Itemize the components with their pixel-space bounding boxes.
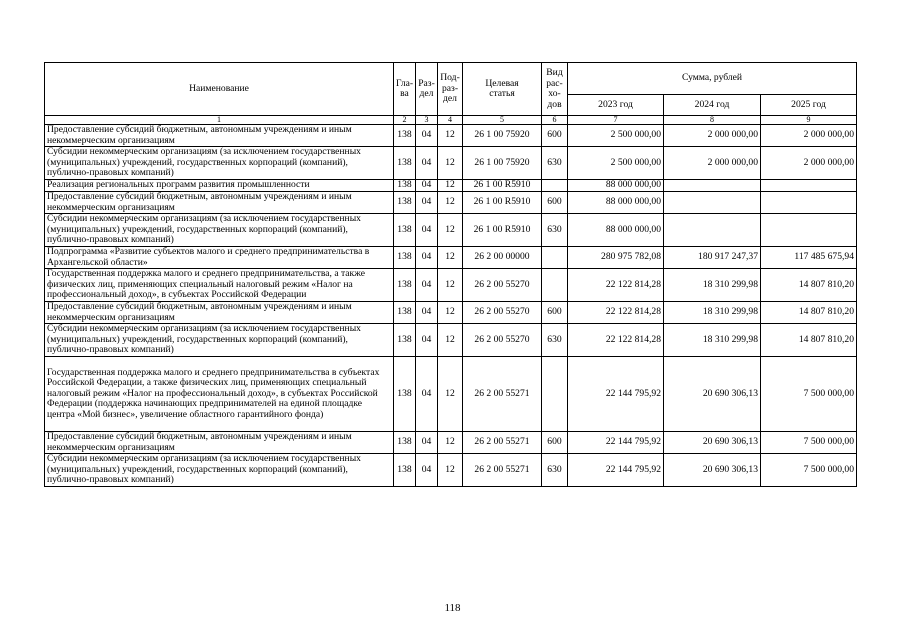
page-number: 118 (444, 602, 461, 614)
row-razdel: 04 (416, 214, 438, 247)
budget-table (44, 62, 857, 487)
row-sum-2025: 7 500 000,00 (761, 454, 857, 487)
row-name: Реализация региональных программ развития промышленности (45, 180, 394, 192)
row-sum-2024: 20 690 306,13 (664, 432, 761, 454)
row-sum-2025: 2 000 000,00 (761, 125, 857, 147)
row-podrazdel: 12 (438, 269, 463, 302)
table-row (45, 247, 857, 269)
row-razdel: 04 (416, 269, 438, 302)
column-number: 7 (568, 116, 664, 125)
row-glava: 138 (394, 214, 416, 247)
row-podrazdel: 12 (438, 125, 463, 147)
row-sum-2024: 18 310 299,98 (664, 269, 761, 302)
table-row (45, 180, 857, 192)
row-sum-2024: 20 690 306,13 (664, 454, 761, 487)
row-target: 26 2 00 55271 (463, 357, 542, 432)
row-podrazdel: 12 (438, 147, 463, 180)
row-name: Государственная поддержка малого и среднего предпринимательства в субъектах Российской Федерации, а также физических лиц, применяющих специальный налоговый режим «Налог на профессиональный доход», в субъектах Российской Федерации (поддержка начинающих предпринимателей на единой площадке центра «Мой бизнес», увеличение областного гарантийного фонда) (45, 357, 394, 432)
row-sum-2024: 18 310 299,98 (664, 324, 761, 357)
row-target: 26 2 00 55271 (463, 454, 542, 487)
row-target: 26 2 00 00000 (463, 247, 542, 269)
row-name: Субсидии некоммерческим организациям (за исключением государственных (муниципальных) учреждений, государственных корпораций (компаний), публично-правовых компаний) (45, 214, 394, 247)
column-number: 4 (438, 116, 463, 125)
header-sum: Сумма, рублей (568, 63, 857, 95)
row-sum-2023: 2 500 000,00 (568, 147, 664, 180)
row-sum-2023: 22 144 795,92 (568, 432, 664, 454)
row-vid: 630 (542, 454, 568, 487)
row-sum-2023: 88 000 000,00 (568, 214, 664, 247)
row-podrazdel: 12 (438, 214, 463, 247)
row-sum-2024: 180 917 247,37 (664, 247, 761, 269)
row-glava: 138 (394, 357, 416, 432)
row-glava: 138 (394, 247, 416, 269)
row-glava: 138 (394, 147, 416, 180)
row-vid: 600 (542, 432, 568, 454)
row-sum-2024 (664, 214, 761, 247)
row-sum-2025 (761, 214, 857, 247)
row-vid: 600 (542, 125, 568, 147)
row-glava: 138 (394, 125, 416, 147)
column-number: 8 (664, 116, 761, 125)
row-glava: 138 (394, 180, 416, 192)
row-sum-2024: 18 310 299,98 (664, 302, 761, 324)
row-name: Субсидии некоммерческим организациям (за исключением государственных (муниципальных) учреждений, государственных корпораций (компаний), публично-правовых компаний) (45, 324, 394, 357)
row-sum-2023: 22 122 814,28 (568, 302, 664, 324)
column-number: 1 (45, 116, 394, 125)
row-sum-2025: 7 500 000,00 (761, 432, 857, 454)
header-glava: Гла- ва (394, 63, 416, 116)
table-body (45, 125, 857, 487)
header-vid: Вид рас- хо- дов (542, 63, 568, 116)
row-razdel: 04 (416, 192, 438, 214)
row-razdel: 04 (416, 180, 438, 192)
table-row (45, 269, 857, 302)
header-podrazdel: Под- раз- дел (438, 63, 463, 116)
row-sum-2025: 7 500 000,00 (761, 357, 857, 432)
row-vid: 600 (542, 192, 568, 214)
row-vid: 630 (542, 214, 568, 247)
row-podrazdel: 12 (438, 247, 463, 269)
row-target: 26 2 00 55270 (463, 302, 542, 324)
row-vid: 630 (542, 147, 568, 180)
row-vid: 600 (542, 302, 568, 324)
row-name: Подпрограмма «Развитие субъектов малого и среднего предпринимательства в Архангельской области» (45, 247, 394, 269)
table-row (45, 192, 857, 214)
row-razdel: 04 (416, 324, 438, 357)
row-sum-2024 (664, 180, 761, 192)
row-glava: 138 (394, 324, 416, 357)
row-target: 26 1 00 R5910 (463, 214, 542, 247)
header-year-2025: 2025 год (761, 95, 857, 116)
row-podrazdel: 12 (438, 324, 463, 357)
row-sum-2024: 20 690 306,13 (664, 357, 761, 432)
row-podrazdel: 12 (438, 302, 463, 324)
header-razdel: Раз- дел (416, 63, 438, 116)
row-glava: 138 (394, 269, 416, 302)
row-podrazdel: 12 (438, 192, 463, 214)
row-razdel: 04 (416, 247, 438, 269)
column-number: 3 (416, 116, 438, 125)
row-podrazdel: 12 (438, 180, 463, 192)
header-year-2024: 2024 год (664, 95, 761, 116)
row-glava: 138 (394, 432, 416, 454)
row-razdel: 04 (416, 454, 438, 487)
table-row (45, 125, 857, 147)
row-sum-2023: 22 122 814,28 (568, 269, 664, 302)
row-target: 26 1 00 75920 (463, 125, 542, 147)
row-sum-2025 (761, 192, 857, 214)
row-name: Государственная поддержка малого и среднего предпринимательства, а также физических лиц, применяющих специальный налоговый режим «Налог на профессиональный доход», в субъектах Российской Федерации (45, 269, 394, 302)
row-name: Субсидии некоммерческим организациям (за исключением государственных (муниципальных) учреждений, государственных корпораций (компаний), публично-правовых компаний) (45, 454, 394, 487)
column-number: 6 (542, 116, 568, 125)
row-podrazdel: 12 (438, 432, 463, 454)
row-razdel: 04 (416, 125, 438, 147)
row-target: 26 1 00 75920 (463, 147, 542, 180)
row-vid (542, 247, 568, 269)
row-sum-2023: 22 144 795,92 (568, 357, 664, 432)
row-podrazdel: 12 (438, 454, 463, 487)
row-vid (542, 180, 568, 192)
row-razdel: 04 (416, 302, 438, 324)
table-row (45, 214, 857, 247)
table-row (45, 432, 857, 454)
table-row (45, 454, 857, 487)
row-name: Предоставление субсидий бюджетным, автономным учреждениям и иным некоммерческим организациям (45, 192, 394, 214)
row-sum-2025: 14 807 810,20 (761, 324, 857, 357)
row-razdel: 04 (416, 432, 438, 454)
row-sum-2024: 2 000 000,00 (664, 147, 761, 180)
row-vid (542, 269, 568, 302)
table-row (45, 357, 857, 432)
row-razdel: 04 (416, 357, 438, 432)
row-glava: 138 (394, 454, 416, 487)
row-target: 26 2 00 55271 (463, 432, 542, 454)
column-number: 2 (394, 116, 416, 125)
row-target: 26 1 00 R5910 (463, 192, 542, 214)
header-year-2023: 2023 год (568, 95, 664, 116)
row-sum-2024 (664, 192, 761, 214)
row-glava: 138 (394, 192, 416, 214)
row-name: Предоставление субсидий бюджетным, автономным учреждениям и иным некоммерческим организациям (45, 125, 394, 147)
row-sum-2024: 2 000 000,00 (664, 125, 761, 147)
row-sum-2023: 22 144 795,92 (568, 454, 664, 487)
row-target: 26 1 00 R5910 (463, 180, 542, 192)
row-target: 26 2 00 55270 (463, 324, 542, 357)
row-glava: 138 (394, 302, 416, 324)
row-name: Предоставление субсидий бюджетным, автономным учреждениям и иным некоммерческим организациям (45, 432, 394, 454)
row-vid: 630 (542, 324, 568, 357)
row-target: 26 2 00 55270 (463, 269, 542, 302)
row-name: Предоставление субсидий бюджетным, автономным учреждениям и иным некоммерческим организациям (45, 302, 394, 324)
row-sum-2023: 2 500 000,00 (568, 125, 664, 147)
table-row (45, 324, 857, 357)
row-podrazdel: 12 (438, 357, 463, 432)
row-name: Субсидии некоммерческим организациям (за исключением государственных (муниципальных) учреждений, государственных корпораций (компаний), публично-правовых компаний) (45, 147, 394, 180)
row-vid (542, 357, 568, 432)
table-row (45, 147, 857, 180)
row-sum-2025: 117 485 675,94 (761, 247, 857, 269)
column-number: 9 (761, 116, 857, 125)
row-sum-2023: 88 000 000,00 (568, 192, 664, 214)
row-sum-2023: 22 122 814,28 (568, 324, 664, 357)
row-sum-2023: 88 000 000,00 (568, 180, 664, 192)
table-row (45, 302, 857, 324)
header-name: Наименование (45, 63, 394, 116)
row-razdel: 04 (416, 147, 438, 180)
header-target: Целевая статья (463, 63, 542, 116)
row-sum-2025: 2 000 000,00 (761, 147, 857, 180)
row-sum-2023: 280 975 782,08 (568, 247, 664, 269)
row-sum-2025: 14 807 810,20 (761, 302, 857, 324)
row-sum-2025: 14 807 810,20 (761, 269, 857, 302)
row-sum-2025 (761, 180, 857, 192)
column-number: 5 (463, 116, 542, 125)
